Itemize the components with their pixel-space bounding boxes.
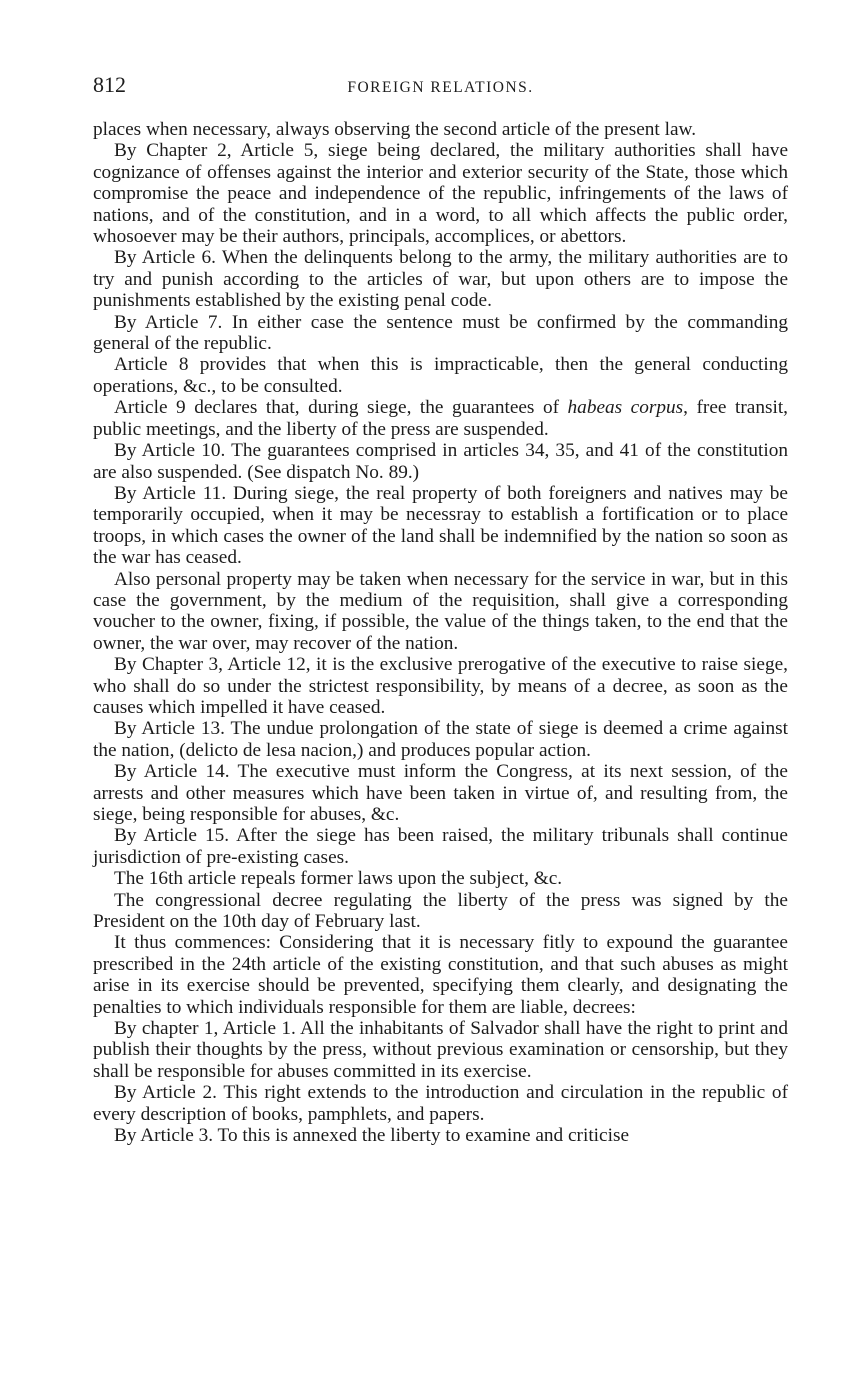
paragraph: By Article 3. To this is annexed the liberty to examine and criticise	[114, 1125, 630, 1147]
paragraph: By Chapter 3, Article 12, it is the exclusive prerogative of the executive to raise siege, who shall do so under the strictest responsibility, by means of a decree, as soon as the causes which impelled it have ceased.	[93, 654, 788, 718]
paragraph: The 16th article repeals former laws upon the subject, &c.	[114, 868, 563, 890]
document-page	[93, 70, 788, 1147]
paragraph: By Article 10. The guarantees comprised in articles 34, 35, and 41 of the constitution are also suspended. (See dispatch No. 89.)	[93, 440, 788, 483]
paragraph: By Article 2. This right extends to the introduction and circulation in the republic of every description of books, pamphlets, and papers.	[93, 1082, 788, 1125]
paragraph: The congressional decree regulating the liberty of the press was signed by the President on the 10th day of February last.	[93, 889, 788, 933]
text-run: Article 9 declares that, during siege, the guarantees of	[114, 397, 568, 419]
running-head: FOREIGN RELATIONS.	[347, 79, 534, 96]
paragraph: By Chapter 2, Article 5, siege being declared, the military authorities shall have cognizance of offenses against the interior and exterior security of the State, those which compromise the peace and independence of the republic, infringements of the laws of nations, and of the constitution, and in a word, to all which affects the public order, whosoever may be their authors, principals, accomplices, or abettors.	[93, 140, 788, 248]
paragraph: It thus commences: Considering that it is necessary fitly to expound the guarantee prescribed in the 24th article of the existing constitution, and that such abuses as might arise in its exercise should be prevented, specifying them clearly, and designating the penalties to which individuals responsible for them are liable, decrees:	[93, 932, 788, 1018]
page-number: 812	[93, 72, 126, 97]
paragraph: By Article 14. The executive must inform the Congress, at its next session, of the arrests and other measures which have been taken in virtue of, and resulting from, the siege, being responsible for abuses, &c.	[93, 761, 788, 825]
paragraph	[93, 397, 788, 440]
paragraph: By Article 6. When the delinquents belong to the army, the military authorities are to try and punish according to the articles of war, but upon others are to impose the punishments established by the existing penal code.	[93, 247, 788, 312]
paragraph: By Article 15. After the siege has been raised, the military tribunals shall continue jurisdiction of pre-existing cases.	[93, 825, 788, 868]
page-header	[93, 70, 788, 100]
paragraph: Article 8 provides that when this is impracticable, then the general conducting operations, &c., to be consulted.	[93, 354, 788, 397]
body-text	[93, 119, 788, 1147]
paragraph: places when necessary, always observing the second article of the present law.	[93, 119, 697, 140]
text-run: , free transit, public meetings, and the liberty of the press are suspended.	[93, 397, 788, 440]
paragraph: By Article 13. The undue prolongation of the state of siege is deemed a crime against the nation, (delicto de lesa nacion,) and produces popular action.	[93, 718, 788, 761]
italic-term: habeas corpus	[567, 397, 684, 419]
paragraph: By Article 7. In either case the sentence must be confirmed by the commanding general of the republic.	[93, 311, 788, 355]
paragraph: By Article 11. During siege, the real property of both foreigners and natives may be temporarily occupied, when it may be necessray to establish a fortification or to place troops, in which cases the owner of the land shall be indemnified by the nation so soon as the war has ceased.	[93, 482, 788, 569]
paragraph: By chapter 1, Article 1. All the inhabitants of Salvador shall have the right to print and publish their thoughts by the press, without previous examination or censorship, but they shall be responsible for abuses committed in its exercise.	[93, 1018, 788, 1082]
paragraph: Also personal property may be taken when necessary for the service in war, but in this case the government, by the medium of the requisition, shall give a corresponding voucher to the owner, fixing, if possible, the value of the things taken, to the end that the owner, the war over, may recover of the nation.	[93, 568, 788, 654]
